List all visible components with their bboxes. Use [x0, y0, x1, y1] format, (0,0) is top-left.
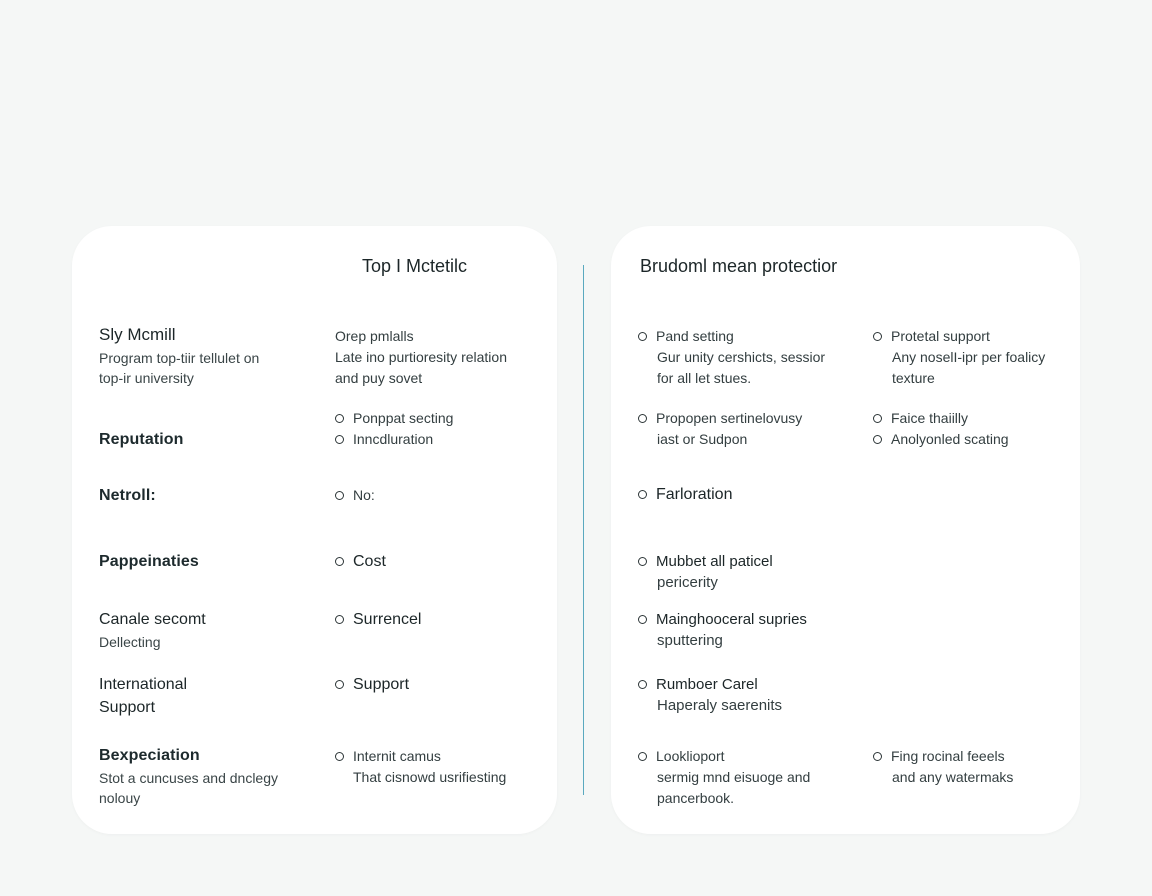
list-item-label: Protetal support: [891, 328, 990, 344]
list-item-label: Mainghooceral supries: [656, 611, 807, 628]
row-bullets: [335, 674, 409, 695]
list-item-label: Pand setting: [656, 328, 734, 344]
circle-bullet-icon: [638, 680, 647, 689]
list-item-line: pancerbook.: [657, 790, 735, 806]
list-item: [638, 484, 732, 505]
row-bullets: [335, 609, 421, 630]
circle-bullet-icon: [873, 752, 882, 761]
row-detail-group: [335, 326, 507, 389]
row-sub-line: top-ir university: [99, 370, 194, 386]
right-card-title: Brudoml mean protectior: [640, 256, 838, 276]
list-item-label: Propopen sertinelovusy: [656, 410, 803, 426]
list-item: [638, 408, 802, 450]
list-item-label: Cost: [353, 553, 386, 570]
row-detail-line: Late ino purtioresity relation: [335, 349, 507, 365]
vertical-divider: [583, 265, 584, 795]
list-item-continuation: That cisnowd usrifiesting: [353, 769, 507, 785]
list-item: [638, 674, 782, 716]
list-item-head-row: [638, 609, 807, 630]
circle-bullet-icon: [873, 435, 882, 444]
list-item: [335, 429, 453, 450]
list-item-label: Faice thaiilly: [891, 410, 969, 426]
list-item-line: texture: [892, 370, 935, 386]
list-item-label: Surrencel: [353, 611, 422, 628]
row-label: Netroll:: [99, 487, 156, 504]
list-item-line: sermig mnd eisuoge and: [657, 769, 811, 785]
list-item-label: Mubbet all paticel: [656, 553, 773, 570]
row-bullets: [335, 485, 375, 506]
circle-bullet-icon: [638, 332, 647, 341]
list-item-line: and any watermaks: [892, 769, 1014, 785]
list-item-line: Any noselI-ipr per foalicy: [892, 349, 1046, 365]
circle-bullet-icon: [335, 491, 344, 500]
list-item: [873, 429, 1009, 450]
list-item-head-row: [638, 484, 732, 505]
list-item-label: Ponppat secting: [353, 410, 454, 426]
list-item-label: Inncdluration: [353, 431, 434, 447]
list-item: [335, 674, 409, 695]
list-item: [873, 408, 1009, 429]
list-item-line: for all let stues.: [657, 370, 752, 386]
row-label: Reputation: [99, 431, 184, 448]
circle-bullet-icon: [873, 414, 882, 423]
list-item: [873, 746, 1013, 788]
row-label: Bexpeciation: [99, 747, 200, 764]
left-card: [72, 226, 557, 834]
left-card-title: Top I Mctetilc: [362, 256, 468, 276]
list-item: [638, 326, 825, 389]
list-item: [335, 746, 506, 767]
list-item-label: Internit camus: [353, 748, 441, 764]
row-label: Pappeinaties: [99, 553, 199, 570]
list-item: [638, 746, 810, 809]
list-item: [638, 609, 807, 651]
row-label-group: [99, 609, 206, 652]
circle-bullet-icon: [638, 557, 647, 566]
row-detail-line: and puy sovet: [335, 370, 423, 386]
list-item: [335, 485, 375, 506]
row-sub-line: nolouy: [99, 790, 141, 806]
circle-bullet-icon: [638, 414, 647, 423]
row-sub-line: Dellecting: [99, 634, 161, 650]
circle-bullet-icon: [335, 615, 344, 624]
circle-bullet-icon: [335, 435, 344, 444]
list-item: [638, 551, 773, 593]
list-item-line: sputtering: [657, 632, 723, 649]
row-label: Sly Mcmill: [99, 325, 176, 344]
list-item-head-row: [638, 551, 773, 572]
list-item-label: Fing rocinal feeels: [891, 748, 1005, 764]
list-item-label: Anolyonled scating: [891, 431, 1009, 447]
list-item: [873, 326, 1045, 389]
list-item: [335, 551, 386, 572]
row-bullets: [335, 408, 453, 450]
list-item-label: Rumboer Carel: [656, 676, 758, 693]
list-item-head-row: [873, 326, 1045, 347]
circle-bullet-icon: [638, 615, 647, 624]
list-item-head-row: [873, 746, 1013, 767]
list-item-line: pericerity: [657, 574, 718, 591]
list-item-label: No:: [353, 487, 375, 503]
row-bullets: [335, 746, 506, 788]
list-item-line: iast or Sudpon: [657, 431, 748, 447]
row-label-group: [99, 745, 278, 808]
circle-bullet-icon: [335, 557, 344, 566]
list-item-line: Gur unity cershicts, sessior: [657, 349, 826, 365]
list-item-head-row: [638, 408, 802, 429]
circle-bullet-icon: [335, 752, 344, 761]
row-sub-line: Stot a cuncuses and dnclegy: [99, 770, 279, 786]
row-label-group: [99, 674, 187, 719]
row-label-line: International: [99, 676, 188, 693]
circle-bullet-icon: [873, 332, 882, 341]
row-detail-line: Orep pmlalls: [335, 328, 414, 344]
row-label-line: Support: [99, 699, 156, 716]
row-label: Canale secomt: [99, 611, 206, 628]
row-bullets: [335, 551, 386, 572]
list-item-label: Farloration: [656, 486, 733, 503]
list-item-head-row: [638, 674, 782, 695]
list-item-head-row: [638, 326, 825, 347]
list-item-group: [873, 408, 1009, 450]
row-sub-line: Program top-tiir tellulet on: [99, 350, 260, 366]
right-card: [611, 226, 1080, 834]
list-item: [335, 609, 421, 630]
list-item-label: Looklioport: [656, 748, 725, 764]
circle-bullet-icon: [335, 414, 344, 423]
list-item-line: Haperaly saerenits: [657, 697, 783, 714]
circle-bullet-icon: [638, 490, 647, 499]
circle-bullet-icon: [638, 752, 647, 761]
list-item-label: Support: [353, 676, 410, 693]
row-label-group: [99, 324, 259, 388]
list-item-head-row: [638, 746, 810, 767]
list-item: [335, 408, 453, 429]
circle-bullet-icon: [335, 680, 344, 689]
